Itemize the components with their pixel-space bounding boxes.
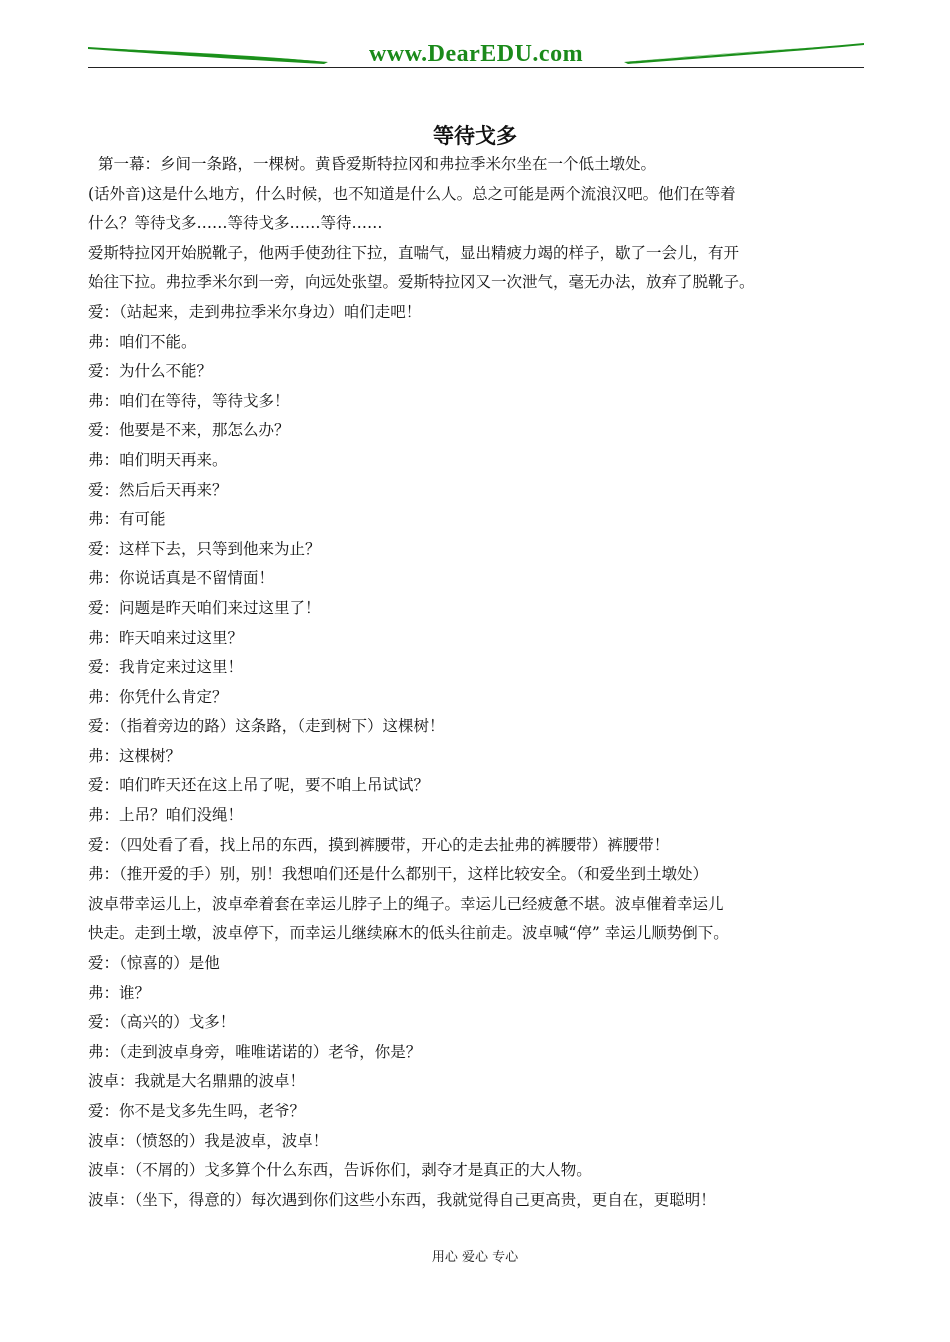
text-line: 弗：（走到波卓身旁，唯唯诺诺的）老爷，你是？	[88, 1042, 422, 1061]
text-line: 弗：咱们不能。	[88, 332, 197, 351]
text-line: 爱：你不是戈多先生吗，老爷？	[88, 1102, 306, 1120]
text-line: 弗：你凭什么肯定？	[88, 687, 228, 706]
text-line: 爱：问题是昨天咱们来过这里了！	[88, 598, 321, 617]
text-line: 弗：上吊？咱们没绳！	[88, 806, 244, 825]
text-line: 波卓带幸运儿上，波卓牵着套在幸运儿脖子上的绳子。幸运儿已经疲惫不堪。波卓催着幸运儿	[88, 894, 724, 913]
text-line: 波卓：我就是大名鼎鼎的波卓！	[88, 1072, 306, 1091]
text-line: 始往下拉。弗拉季米尔到一旁，向远处张望。爱斯特拉冈又一次泄气，毫无办法，放弃了脱靴子。	[88, 273, 755, 292]
script-body	[88, 150, 866, 1215]
text-line: 爱：（站起来，走到弗拉季米尔身边）咱们走吧！	[88, 302, 422, 321]
text-line: 快走。走到土墩，波卓停下，而幸运儿继续麻木的低头往前走。波卓喊“停” 幸运儿顺势倒下。	[88, 924, 729, 943]
text-line: 爱：（惊喜的）是他	[88, 954, 220, 973]
text-line: 爱：然后后天再来？	[88, 480, 228, 499]
text-line: 爱：他要是不来，那怎么办？	[88, 421, 290, 440]
header-rule	[88, 67, 864, 68]
text-line: 波卓：（愤怒的）我是波卓，波卓！	[88, 1131, 329, 1150]
text-line: 波卓：（不屑的）戈多算个什么东西，告诉你们，剥夺才是真正的大人物。	[88, 1161, 592, 1180]
text-line: 什么？等待戈多……等待戈多……等待……	[88, 214, 383, 233]
site-logo-text: www.DearEDU.com	[368, 41, 584, 67]
text-line: 弗：这棵树？	[88, 746, 182, 765]
text-line: 弗：咱们在等待，等待戈多！	[88, 391, 290, 410]
text-line: 弗：有可能	[88, 510, 166, 529]
text-line: 爱：（高兴的）戈多！	[88, 1013, 236, 1032]
text-line: 弗：咱们明天再来。	[88, 450, 228, 469]
text-line: 第一幕：乡间一条路，一棵树。黄昏爱斯特拉冈和弗拉季米尔坐在一个低土墩处。	[98, 155, 657, 173]
page-footer: 用心 爱心 专心	[431, 1250, 519, 1265]
text-line: (话外音)这是什么地方，什么时候，也不知道是什么人。总之可能是两个流浪汉吧。他们在等着	[88, 184, 736, 203]
text-line: 爱：咱们昨天还在这上吊了呢，要不咱上吊试试？	[88, 776, 430, 795]
text-line: 爱：（指着旁边的路）这条路，（走到树下）这棵树！	[88, 717, 445, 736]
text-line: 爱：为什么不能？	[88, 362, 213, 381]
text-line: 弗：（推开爱的手）别，别！我想咱们还是什么都别干，这样比较安全。（和爱坐到土墩处）	[88, 865, 709, 884]
text-line: 爱：（四处看了看，找上吊的东西，摸到裤腰带，开心的走去扯弗的裤腰带）裤腰带！	[88, 835, 670, 854]
text-line: 爱斯特拉冈开始脱靴子，他两手使劲往下拉，直喘气，显出精疲力竭的样子，歇了一会儿，有开	[88, 243, 740, 262]
text-line: 弗：你说话真是不留情面！	[88, 569, 275, 588]
text-line: 爱：这样下去，只等到他来为止？	[88, 539, 321, 558]
text-line: 爱：我肯定来过这里！	[88, 658, 244, 677]
text-line: 弗：昨天咱来过这里？	[88, 628, 244, 647]
text-line: 波卓：（坐下，得意的）每次遇到你们这些小东西，我就觉得自己更高贵，更自在，更聪明！	[88, 1190, 716, 1209]
text-line: 弗：谁？	[88, 983, 151, 1002]
page-title: 等待戈多	[433, 123, 517, 148]
